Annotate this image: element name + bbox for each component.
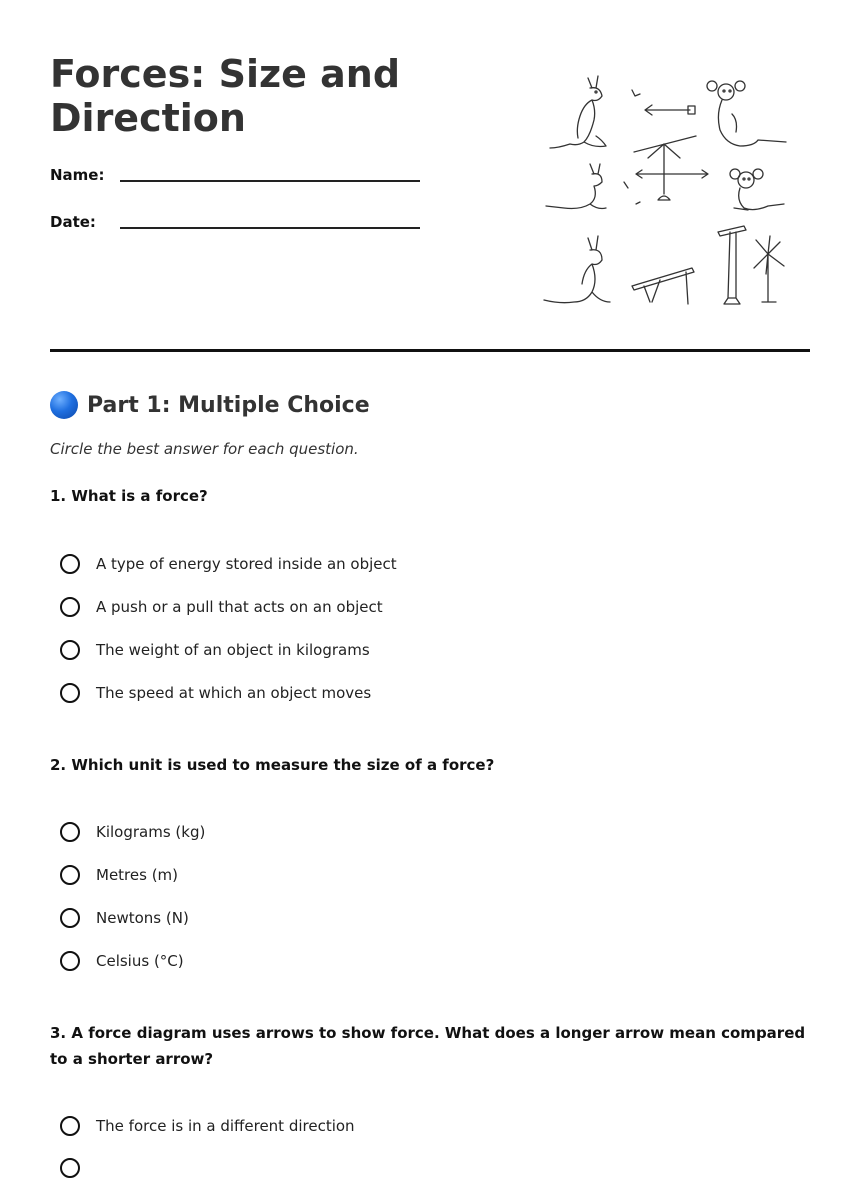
question-3: 3. A force diagram uses arrows to show force. What does a longer arrow mean compared to a shorter arrow? (50, 1024, 806, 1068)
windmill-drawing (754, 236, 784, 302)
balance-drawing (624, 136, 708, 204)
option-label: The speed at which an object moves (96, 684, 372, 702)
radio-circle-icon[interactable] (60, 640, 80, 660)
force-diagram-animals-illustration (540, 70, 800, 310)
question-2: 2. Which unit is used to measure the size of a force? (50, 756, 495, 774)
ramp-drawing (632, 268, 694, 304)
option-label: The force is in a different direction (96, 1117, 355, 1135)
q1-option-c[interactable] (60, 637, 370, 663)
option-label: Metres (m) (96, 866, 179, 884)
q2-option-b[interactable] (60, 862, 178, 888)
radio-circle-icon[interactable] (60, 1158, 80, 1178)
option-label: Celsius (°C) (96, 952, 184, 970)
q1-option-a[interactable] (60, 551, 397, 577)
small-koala-drawing (730, 169, 784, 210)
part1-instructions: Circle the best answer for each question. (50, 440, 359, 458)
radio-circle-icon[interactable] (60, 865, 80, 885)
radio-circle-icon[interactable] (60, 597, 80, 617)
q2-option-d[interactable] (60, 948, 184, 974)
q2-option-a[interactable] (60, 819, 205, 845)
date-field (50, 213, 420, 243)
radio-circle-icon[interactable] (60, 683, 80, 703)
radio-circle-icon[interactable] (60, 822, 80, 842)
q1-option-d[interactable] (60, 680, 371, 706)
option-label: A type of energy stored inside an object (96, 555, 397, 573)
date-label: Date: (50, 213, 96, 231)
kangaroo-drawing (550, 76, 606, 148)
q2-option-c[interactable] (60, 905, 189, 931)
radio-circle-icon[interactable] (60, 951, 80, 971)
bottom-kangaroo-drawing (544, 236, 610, 303)
q1-option-b[interactable] (60, 594, 383, 620)
option-label: Newtons (N) (96, 909, 189, 927)
radio-circle-icon[interactable] (60, 908, 80, 928)
option-label: A push or a pull that acts on an object (96, 598, 383, 616)
name-write-line[interactable] (120, 180, 420, 182)
name-label: Name: (50, 166, 105, 184)
page-title: Forces: Size and Direction (50, 52, 401, 140)
post-drawing (718, 226, 746, 304)
radio-circle-icon[interactable] (60, 1116, 80, 1136)
header-divider (50, 349, 810, 352)
option-label: Kilograms (kg) (96, 823, 206, 841)
part1-heading-text: Part 1: Multiple Choice (87, 392, 370, 418)
koala-drawing (707, 81, 786, 146)
option-label: The weight of an object in kilograms (96, 641, 370, 659)
q3-option-b-partial[interactable] (60, 1155, 96, 1181)
radio-circle-icon[interactable] (60, 554, 80, 574)
small-kangaroo-drawing (546, 164, 606, 209)
name-field (50, 166, 420, 196)
date-write-line[interactable] (120, 227, 420, 229)
part1-heading (50, 388, 370, 422)
q3-option-a[interactable] (60, 1113, 355, 1139)
blue-circle-icon (50, 391, 78, 419)
question-1: 1. What is a force? (50, 487, 208, 505)
